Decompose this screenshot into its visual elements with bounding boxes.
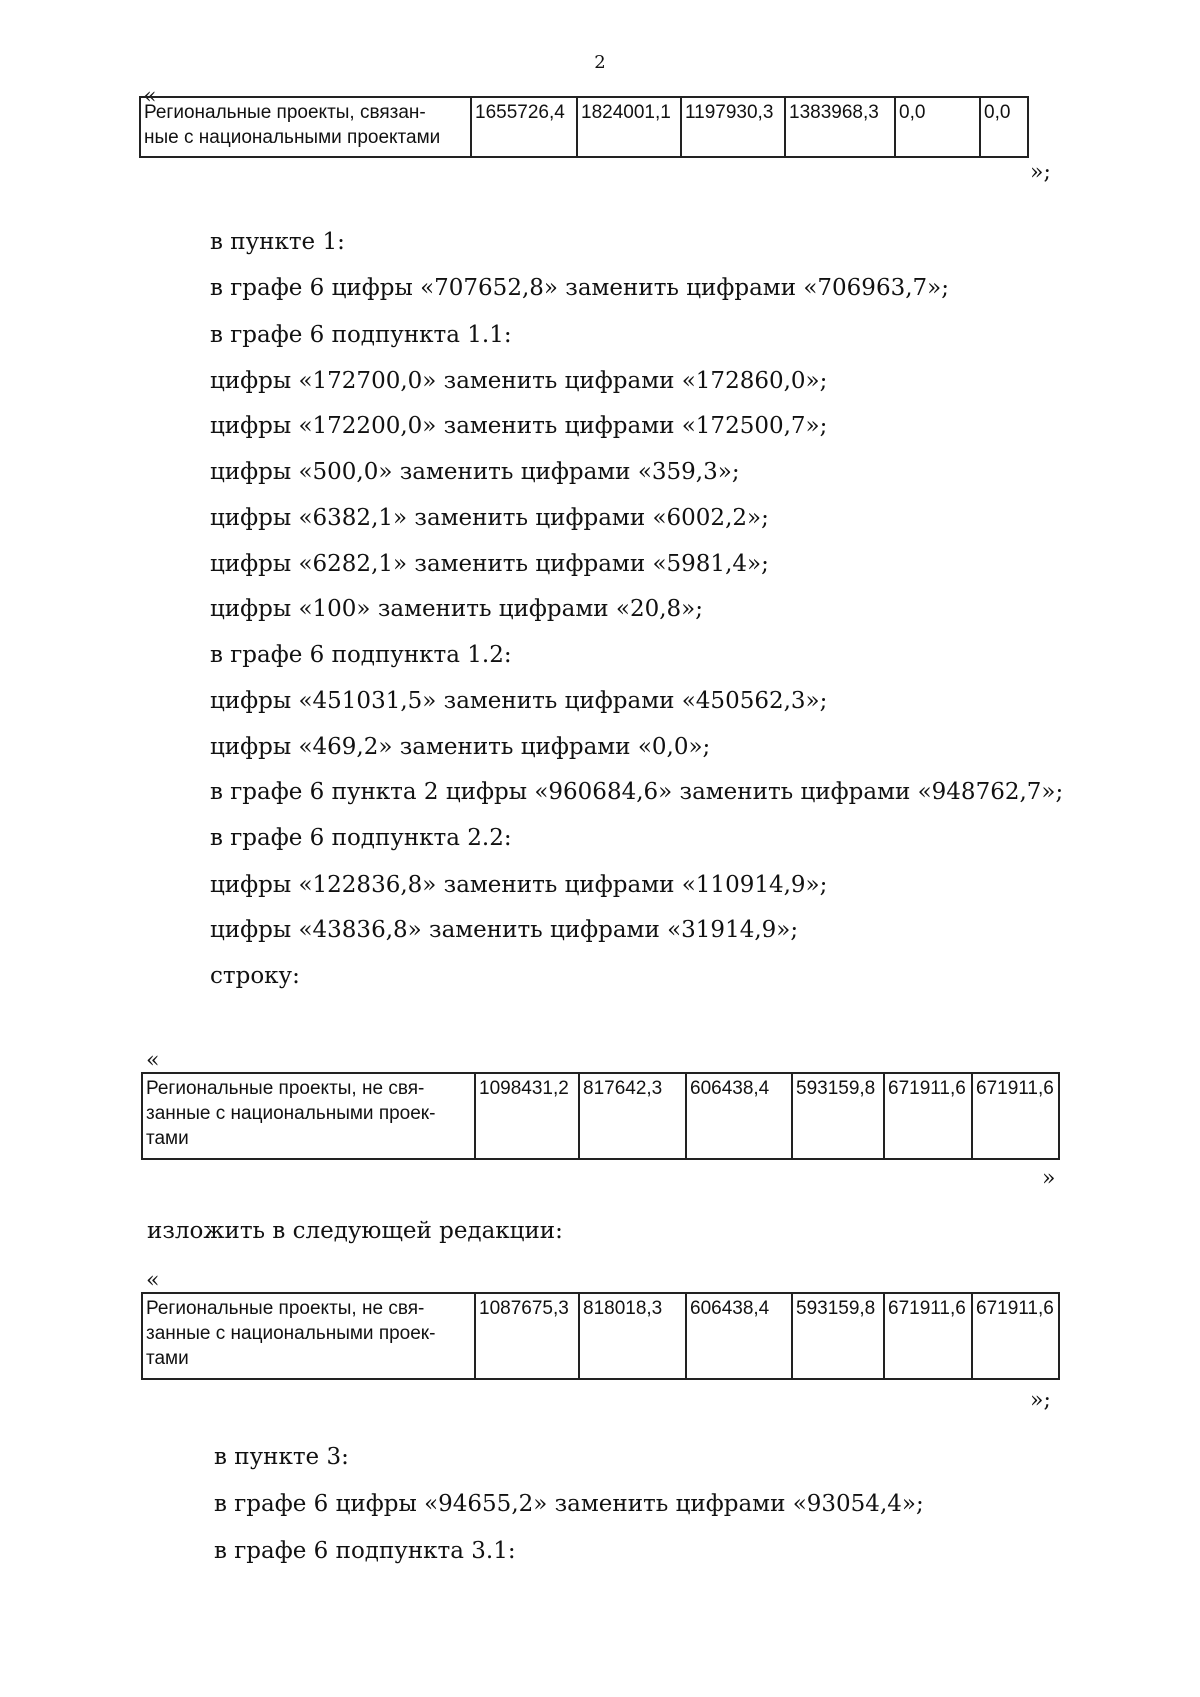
table-cell: 671911,6: [972, 1293, 1059, 1379]
table-row: [142, 1073, 1059, 1159]
table-cell: 1087675,3: [475, 1293, 579, 1379]
close-quote: »: [1042, 1166, 1056, 1191]
amendment-line: цифры «6282,1» заменить цифрами «5981,4»;: [210, 551, 769, 577]
amendment-line: цифры «43836,8» заменить цифрами «31914,9»;: [210, 917, 799, 943]
amendment-line: в пункте 1:: [210, 229, 345, 255]
table-row: [140, 97, 1028, 157]
table-cell: 1824001,1: [577, 97, 681, 157]
open-quote: «: [146, 1048, 160, 1073]
table-cell: 593159,8: [792, 1293, 884, 1379]
amendment-line: цифры «469,2» заменить цифрами «0,0»;: [210, 734, 711, 760]
table-cell: 1098431,2: [475, 1073, 579, 1159]
amendment-line: в графе 6 подпункта 2.2:: [210, 825, 512, 851]
amendment-line: в графе 6 подпункта 3.1:: [214, 1538, 516, 1564]
amendment-line: в графе 6 цифры «707652,8» заменить цифрами «706963,7»;: [210, 275, 949, 301]
table-cell: 1197930,3: [681, 97, 785, 157]
table-cell: 817642,3: [579, 1073, 686, 1159]
table-cell: 0,0: [895, 97, 980, 157]
table-cell: 1383968,3: [785, 97, 895, 157]
table-cell: 0,0: [980, 97, 1028, 157]
restate-line: изложить в следующей редакции:: [147, 1218, 563, 1244]
open-quote: «: [146, 1268, 160, 1293]
amendment-line: цифры «172200,0» заменить цифрами «172500,7»;: [210, 413, 828, 439]
amendment-line: цифры «6382,1» заменить цифрами «6002,2»;: [210, 505, 769, 531]
row-label: Региональные проекты, не свя- занные с национальными проек- тами: [142, 1293, 475, 1379]
open-quote: «: [143, 84, 157, 109]
amendment-line: строку:: [210, 963, 300, 989]
row-label: Региональные проекты, связан- ные с национальными проектами: [140, 97, 471, 157]
amendment-line: цифры «122836,8» заменить цифрами «110914,9»;: [210, 872, 828, 898]
table-cell: 818018,3: [579, 1293, 686, 1379]
amendment-line: в графе 6 пункта 2 цифры «960684,6» заменить цифрами «948762,7»;: [210, 779, 1064, 805]
close-quote: »;: [1030, 160, 1051, 185]
table-national-projects: [139, 96, 1029, 158]
table-cell: 593159,8: [792, 1073, 884, 1159]
table-cell: 671911,6: [884, 1073, 972, 1159]
amendment-line: в графе 6 подпункта 1.1:: [210, 322, 512, 348]
amendment-line: цифры «500,0» заменить цифрами «359,3»;: [210, 459, 740, 485]
amendment-line: цифры «451031,5» заменить цифрами «450562,3»;: [210, 688, 828, 714]
close-quote: »;: [1030, 1388, 1051, 1413]
amendment-line: цифры «172700,0» заменить цифрами «172860,0»;: [210, 368, 828, 394]
page-number: 2: [594, 52, 606, 73]
amendment-line: в графе 6 подпункта 1.2:: [210, 642, 512, 668]
amendment-line: в графе 6 цифры «94655,2» заменить цифрами «93054,4»;: [214, 1491, 924, 1517]
table-cell: 1655726,4: [471, 97, 577, 157]
table-cell: 606438,4: [686, 1293, 792, 1379]
amendment-line: в пункте 3:: [214, 1444, 349, 1470]
table-cell: 606438,4: [686, 1073, 792, 1159]
table-cell: 671911,6: [884, 1293, 972, 1379]
table-row: [142, 1293, 1059, 1379]
table-old-row: [141, 1072, 1060, 1160]
row-label: Региональные проекты, не свя- занные с национальными проек- тами: [142, 1073, 475, 1159]
amendment-line: цифры «100» заменить цифрами «20,8»;: [210, 596, 703, 622]
table-cell: 671911,6: [972, 1073, 1059, 1159]
table-new-row: [141, 1292, 1060, 1380]
